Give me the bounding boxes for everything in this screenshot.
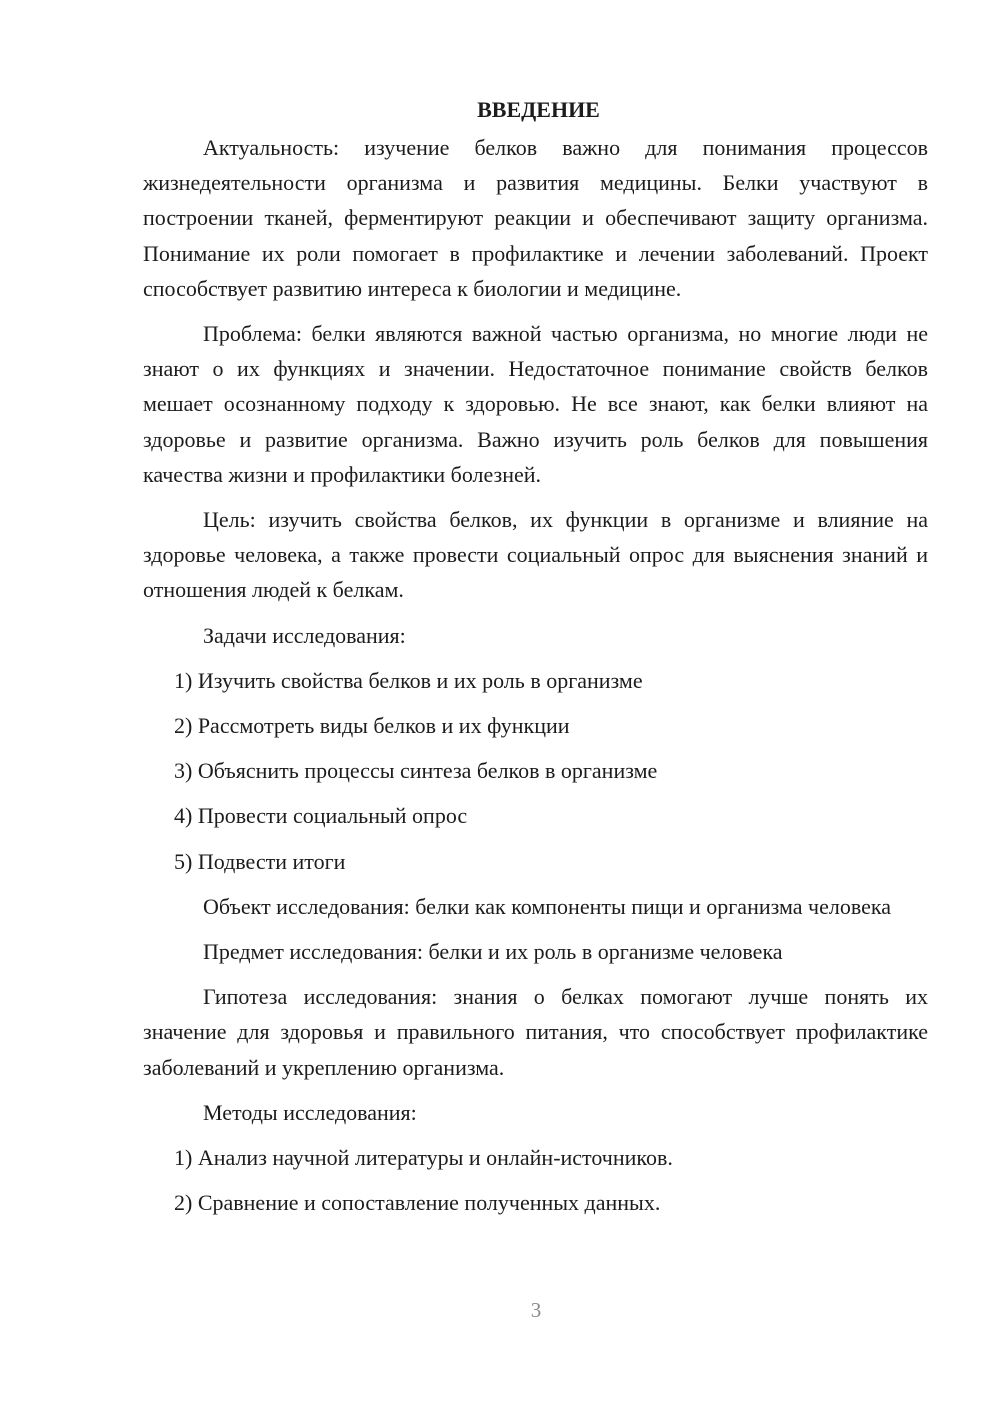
list-item: 2) Сравнение и сопоставление полученных данных. <box>174 1190 661 1216</box>
methods-heading: Методы исследования: <box>203 1099 417 1125</box>
subject-paragraph: Предмет исследования: белки и их роль в организме человека <box>203 939 783 965</box>
list-item: 1) Изучить свойства белков и их роль в организме <box>174 667 643 693</box>
methods-list <box>143 1140 928 1220</box>
hypothesis-paragraph: Гипотеза исследования: знания о белках помогают лучше понять их значение для здоровья и правильного питания, что способствует профилактике заболеваний и укреплению организма. <box>143 984 928 1080</box>
object-paragraph: Объект исследования: белки как компоненты пищи и организма человека <box>203 893 891 919</box>
tasks-heading: Задачи исследования: <box>203 622 406 648</box>
tasks-list <box>143 663 928 879</box>
list-item: 2) Рассмотреть виды белков и их функции <box>174 713 570 739</box>
section-title: ВВЕДЕНИЕ <box>477 97 600 122</box>
document-page <box>143 92 928 1230</box>
relevance-paragraph: Актуальность: изучение белков важно для понимания процессов жизнедеятельности организма и развития медицины. Белки участвуют в построении тканей, ферментируют реакции и обеспечивают защиту организма. Понимание их роли помогает в профилактике и лечении заболеваний. Проект способствует развитию интереса к биологии и медицине. <box>143 135 928 301</box>
list-item: 3) Объяснить процессы синтеза белков в организме <box>174 758 658 784</box>
list-item: 4) Провести социальный опрос <box>174 803 468 829</box>
goal-paragraph: Цель: изучить свойства белков, их функции в организме и влияние на здоровье человека, а также провести социальный опрос для выяснения знаний и отношения людей к белкам. <box>143 507 928 603</box>
list-item: 5) Подвести итоги <box>174 848 346 874</box>
problem-paragraph: Проблема: белки являются важной частью организма, но многие люди не знают о их функциях и значении. Недостаточное понимание свойств белков мешает осознанному подходу к здоровью. Не все знают, как белки влияют на здоровье и развитие организма. Важно изучить роль белков для повышения качества жизни и профилактики болезней. <box>143 321 928 487</box>
page-number: 3 <box>530 1298 542 1322</box>
list-item: 1) Анализ научной литературы и онлайн-источников. <box>174 1145 673 1171</box>
